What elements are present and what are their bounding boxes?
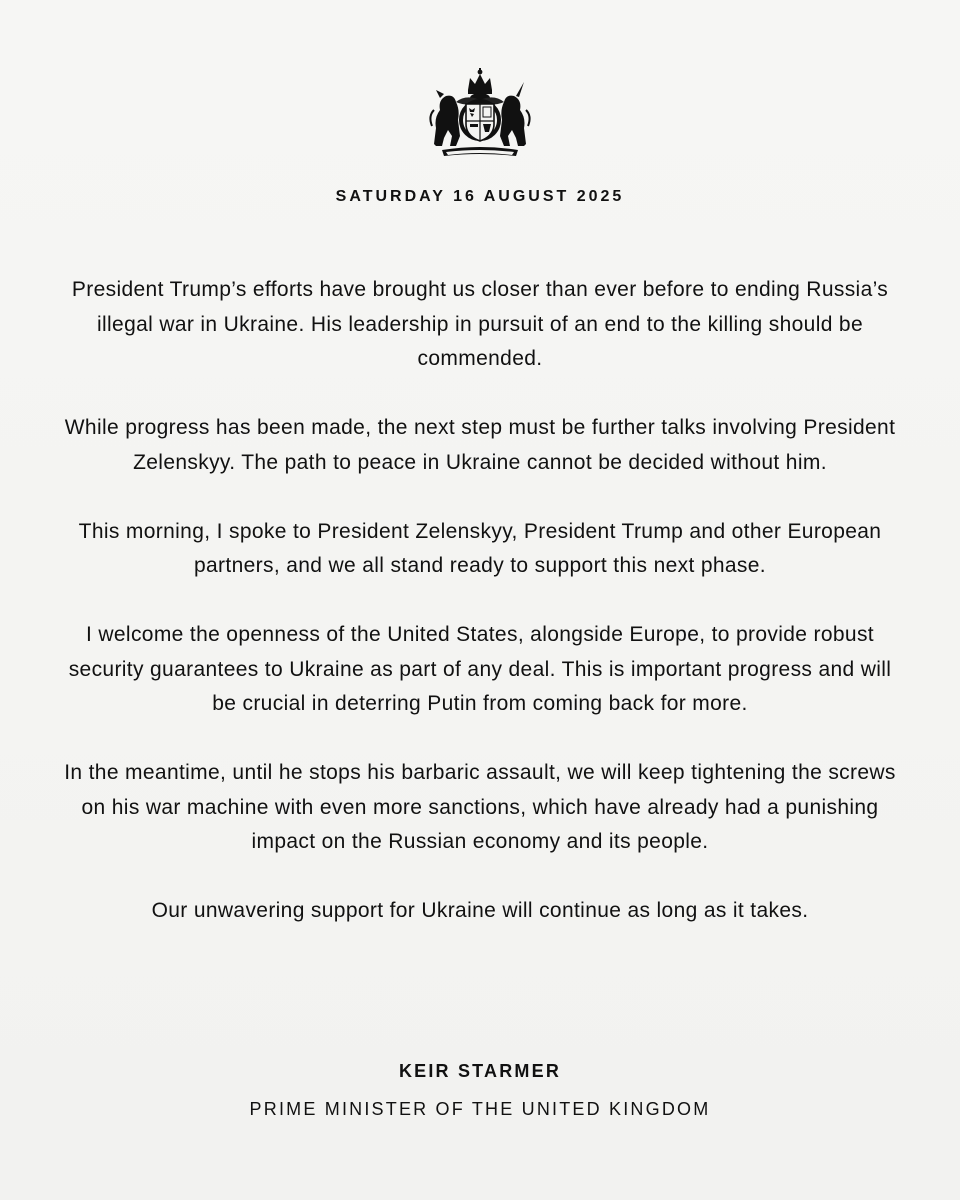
royal-coat-of-arms-icon — [426, 66, 534, 162]
signatory-title: PRIME MINISTER OF THE UNITED KINGDOM — [249, 1099, 711, 1119]
statement-body — [60, 273, 900, 963]
statement-paragraph: Our unwavering support for Ukraine will continue as long as it takes. — [151, 899, 809, 923]
statement-paragraph: While progress has been made, the next step must be further talks involving President Zelenskyy. The path to peace in Ukraine cannot be decided without him. — [64, 416, 896, 474]
statement-paragraph: In the meantime, until he stops his barbaric assault, we will keep tightening the screws on his war machine with even more sanctions, which have already had a punishing impact on the Russian economy and its people. — [64, 761, 896, 854]
signatory-name: KEIR STARMER — [398, 1061, 562, 1081]
statement-paragraph: This morning, I spoke to President Zelenskyy, President Trump and other European partners, and we all stand ready to support this next phase. — [78, 519, 882, 578]
statement-date: SATURDAY 16 AUGUST 2025 — [335, 188, 625, 205]
statement-paragraph: I welcome the openness of the United States, alongside Europe, to provide robust security guarantees to Ukraine as part of any deal. This is important progress and will be crucial in deterring Putin from coming back for more. — [68, 622, 892, 716]
statement-paragraph: President Trump’s efforts have brought us closer than ever before to ending Russia’s illegal war in Ukraine. His leadership in pursuit of an end to the killing should be commended. — [71, 278, 889, 371]
